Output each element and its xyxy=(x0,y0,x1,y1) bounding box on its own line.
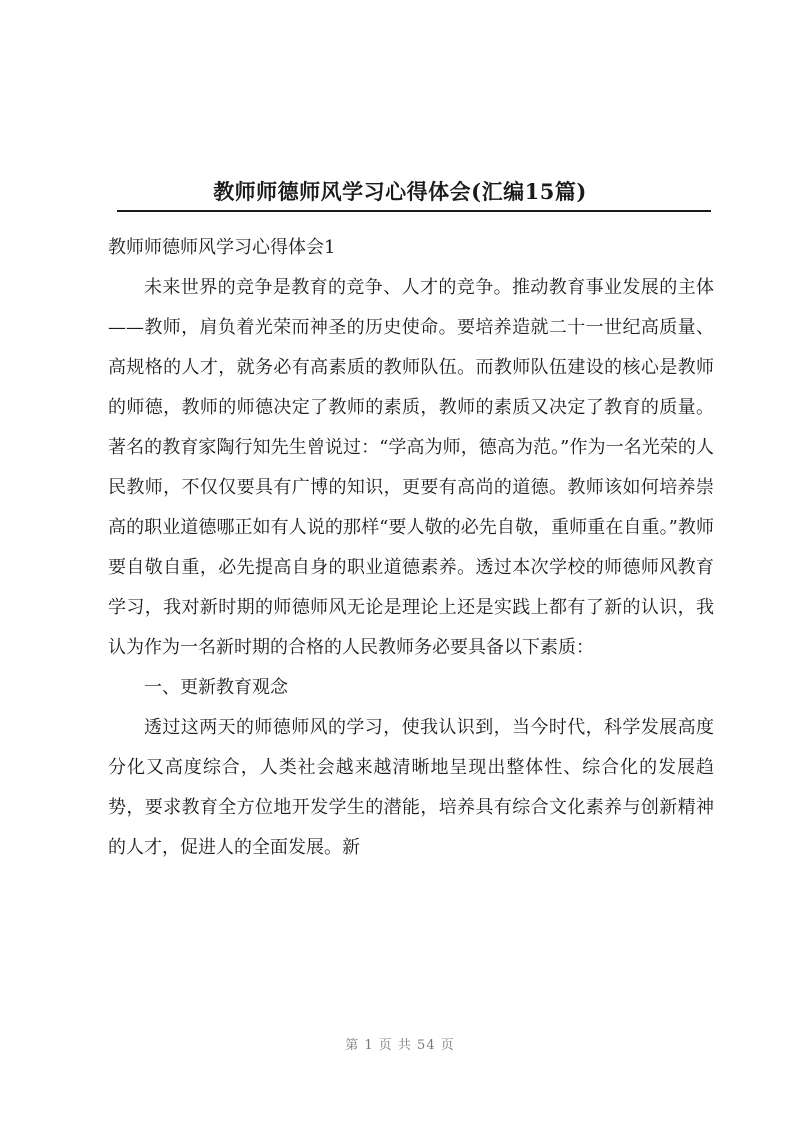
subheading-update-concepts: 一、更新教育观念 xyxy=(144,677,288,698)
paragraph-intro: 未来世界的竞争是教育的竞争、人才的竞争。推动教育事业发展的主体——教师，肩负着光荣而神圣的历史使命。要培养造就二十一世纪高质量、高规格的人才，就务必有高素质的教师队伍。而教师队伍建设的核心是教师的师德，教师的师德决定了教师的素质，教师的素质又决定了教育的质量。著名的教育家陶行知先生曾说过：“学高为师，德高为范。”作为一名光荣的人民教师，不仅仅要具有广博的知识，更要有高尚的道德。教师该如何培养崇高的职业道德哪正如有人说的那样“要人敬的必先自敬，重师重在自重。”教师要自敬自重，必先提高自身的职业道德素养。透过本次学校的师德师风教育学习，我对新时期的师德师风无论是理论上还是实践上都有了新的认识，我认为作为一名新时期的合格的人民教师务必要具备以下素质： xyxy=(108,277,714,658)
document-body xyxy=(108,228,714,868)
paragraph-update-concepts: 透过这两天的师德师风的学习，使我认识到，当今时代，科学发展高度分化又高度综合，人类社会越来越清晰地呈现出整体性、综合化的发展趋势，要求教育全方位地开发学生的潜能，培养具有综合文化素养与创新精神的人才，促进人的全面发展。新 xyxy=(108,717,714,858)
title-divider xyxy=(117,210,711,212)
page-number-footer: 第 1 页 共 54 页 xyxy=(345,1038,455,1053)
section-heading: 教师师德师风学习心得体会1 xyxy=(108,237,336,258)
document-title: 教师师德师风学习心得体会(汇编15篇) xyxy=(213,179,587,205)
